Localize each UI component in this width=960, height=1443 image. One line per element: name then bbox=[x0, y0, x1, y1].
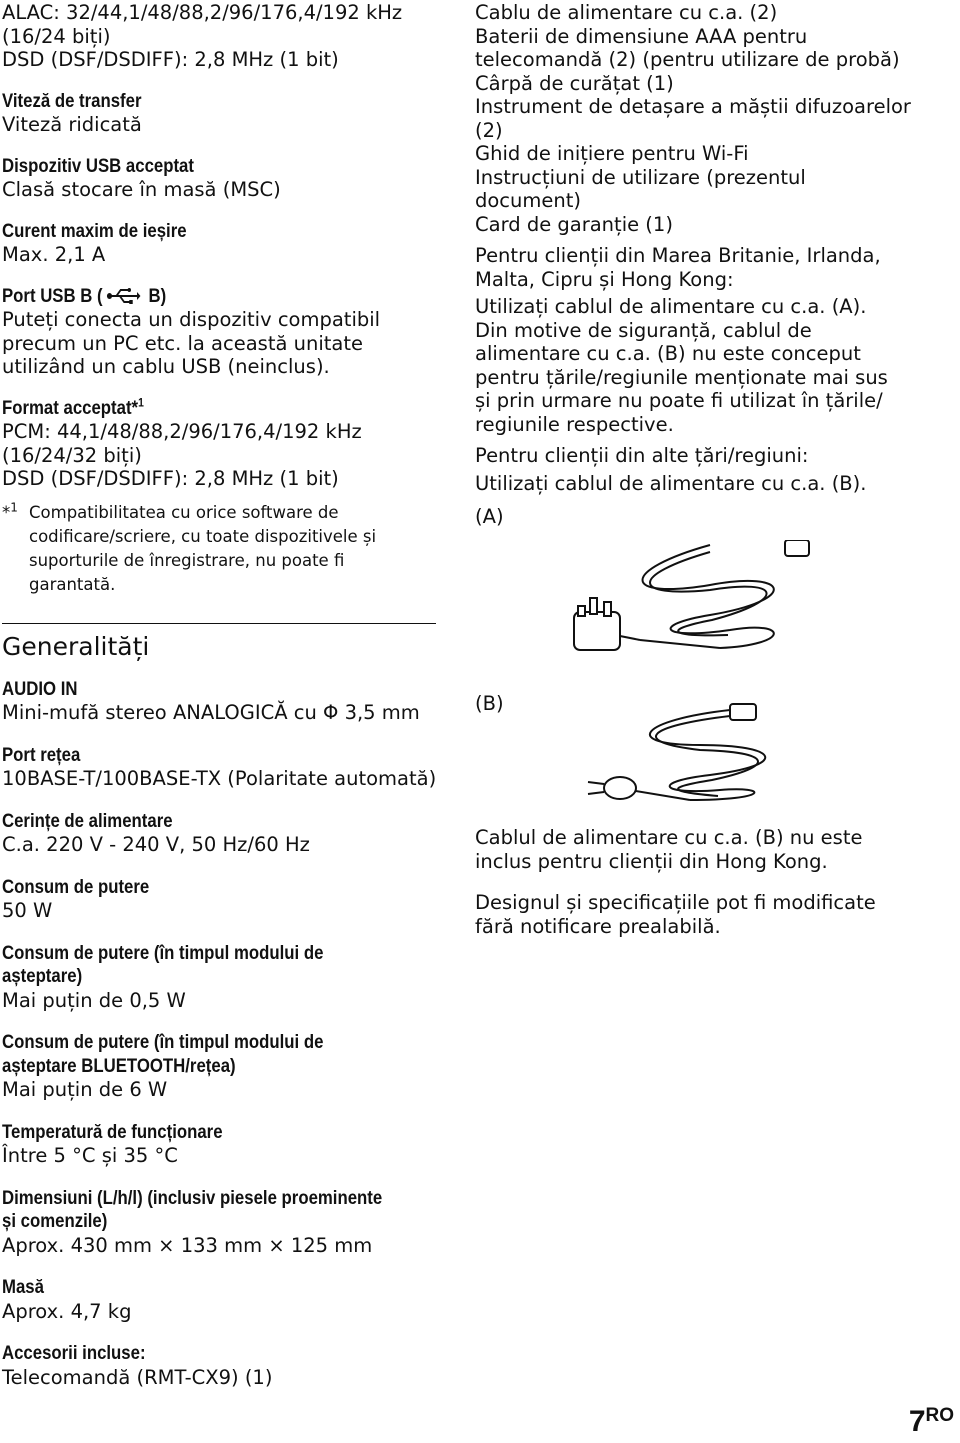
section-title: Generalități bbox=[2, 631, 150, 661]
footnote-line: codificare/scriere, cu toate dispozitivele și bbox=[29, 526, 377, 546]
intro-line: (16/24 biți) bbox=[2, 24, 111, 48]
format-line: (16/24/32 biți) bbox=[2, 443, 142, 467]
format-line: PCM: 44,1/48/88,2/96/176,4/192 kHz bbox=[2, 420, 362, 443]
page-number bbox=[909, 1405, 954, 1439]
spec-heading: Accesorii incluse: bbox=[2, 1342, 146, 1364]
footnote-line: suporturile de înregistrare, nu poate fi bbox=[29, 550, 345, 570]
spec-heading: Consum de putere (în timpul modului de bbox=[2, 941, 324, 964]
max-current-heading: Curent maxim de ieșire bbox=[2, 219, 187, 242]
section-divider bbox=[2, 623, 436, 624]
accessory-line: telecomandă (2) (pentru utilizare de probă) bbox=[475, 48, 900, 71]
page-number-value: 7 bbox=[908, 1405, 926, 1438]
accessory-line: Ghid de inițiere pentru Wi-Fi bbox=[475, 142, 749, 165]
spec-value: Aprox. 430 mm × 133 mm × 125 mm bbox=[2, 1233, 373, 1257]
intro-line: ALAC: 32/44,1/48/88,2/96/176,4/192 kHz bbox=[2, 1, 403, 24]
spec-heading: așteptare BLUETOOTH/rețea) bbox=[2, 1054, 236, 1077]
other-note: Pentru clienții din alte țări/regiuni: bbox=[475, 444, 809, 467]
hk-note-line: Cablul de alimentare cu c.a. (B) nu este bbox=[475, 826, 863, 849]
format-line: DSD (DSF/DSDIFF): 2,8 MHz (1 bit) bbox=[2, 467, 339, 490]
spec-value: Mini-mufă stereo ANALOGICĂ cu Φ 3,5 mm bbox=[2, 701, 420, 724]
other-use: Utilizați cablul de alimentare cu c.a. (B). bbox=[475, 471, 867, 495]
hk-note bbox=[475, 826, 876, 938]
left-column bbox=[2, 0, 440, 1389]
accessory-line: (2) bbox=[475, 118, 503, 142]
spec-heading: Dimensiuni (L/h/l) (inclusiv piesele proeminente bbox=[2, 1186, 383, 1209]
footnote-line: garantată. bbox=[29, 574, 116, 594]
footnote-line: Compatibilitatea cu orice software de bbox=[29, 502, 339, 522]
spec-heading: Temperatură de funcționare bbox=[2, 1120, 223, 1143]
usb-b-heading-post: B) bbox=[143, 284, 167, 307]
accessory-line: Card de garanție (1) bbox=[475, 212, 673, 236]
accessory-line: Instrument de detașare a măștii difuzoarelor bbox=[475, 95, 911, 118]
footnote-mark-star: * bbox=[2, 502, 11, 522]
spec-heading: Port rețea bbox=[2, 743, 81, 766]
transfer-value: Viteză ridicată bbox=[2, 113, 142, 136]
spec-heading: Masă bbox=[2, 1276, 44, 1298]
spec-value: Aprox. 4,7 kg bbox=[2, 1299, 132, 1323]
safety-line: Din motive de siguranță, cablul de bbox=[475, 318, 812, 342]
transfer-heading: Viteză de transfer bbox=[2, 89, 142, 112]
spec-value: 50 W bbox=[2, 899, 53, 922]
page-lang: RO bbox=[925, 1405, 954, 1426]
format-heading bbox=[2, 397, 379, 421]
footnote-mark-sup: 1 bbox=[10, 500, 18, 514]
spec-heading: și comenzile) bbox=[2, 1210, 108, 1232]
design-note-line: fără notificare prealabilă. bbox=[475, 914, 721, 938]
usb-device-value: Clasă stocare în masă (MSC) bbox=[2, 178, 281, 201]
accessory-line: document) bbox=[475, 189, 581, 212]
spec-value: Telecomandă (RMT-CX9) (1) bbox=[2, 1365, 273, 1389]
power-cable-uk-icon bbox=[560, 540, 810, 660]
general-specs bbox=[2, 678, 440, 1390]
safety-line: alimentare cu c.a. (B) nu este conceput bbox=[475, 342, 861, 365]
usb-icon bbox=[106, 288, 140, 304]
accessory-line: Instrucțiuni de utilizare (prezentul bbox=[475, 165, 806, 189]
spec-heading: Consum de putere bbox=[2, 875, 150, 898]
safety-line: și prin urmare nu poate fi utilizat în țările/ bbox=[475, 389, 883, 412]
spec-value: Între 5 °C și 35 °C bbox=[2, 1144, 178, 1167]
safety-line: regiunile respective. bbox=[475, 412, 674, 436]
hk-note-line: inclus pentru clienții din Hong Kong. bbox=[475, 849, 828, 873]
accessory-line: Baterii de dimensiune AAA pentru bbox=[475, 24, 808, 48]
usb-device-heading: Dispozitiv USB acceptat bbox=[2, 154, 194, 177]
accessories-list bbox=[475, 1, 945, 236]
usb-b-line: precum un PC etc. la această unitate bbox=[2, 331, 363, 355]
spec-value: 10BASE-T/100BASE-TX (Polaritate automată) bbox=[2, 767, 437, 790]
usb-b-heading-pre: Port USB B ( bbox=[2, 284, 103, 307]
right-column bbox=[475, 0, 945, 529]
usb-b-line: Puteți conecta un dispozitiv compatibil bbox=[2, 308, 381, 331]
uk-note-line: Malta, Cipru și Hong Kong: bbox=[475, 267, 734, 291]
design-note-line: Designul și specificațiile pot fi modificate bbox=[475, 891, 876, 914]
format-heading-text: Format acceptat* bbox=[2, 396, 139, 419]
usb-b-heading bbox=[2, 285, 379, 309]
accessory-line: Cablu de alimentare cu c.a. (2) bbox=[475, 1, 778, 24]
intro-line: DSD (DSF/DSDIFF): 2,8 MHz (1 bit) bbox=[2, 48, 339, 71]
label-b: (B) bbox=[475, 692, 504, 715]
power-cable-eu-icon bbox=[580, 700, 800, 820]
spec-heading: AUDIO IN bbox=[2, 677, 78, 700]
max-current-value: Max. 2,1 A bbox=[2, 243, 106, 266]
format-heading-sup: 1 bbox=[138, 395, 144, 409]
footnote bbox=[2, 501, 440, 597]
spec-heading: Consum de putere (în timpul modului de bbox=[2, 1031, 324, 1053]
uk-use: Utilizați cablul de alimentare cu c.a. (A). bbox=[475, 295, 867, 318]
spec-value: Mai puțin de 0,5 W bbox=[2, 988, 186, 1012]
spec-heading: așteptare) bbox=[2, 965, 83, 987]
accessory-line: Cârpă de curățat (1) bbox=[475, 71, 674, 95]
usb-b-line: utilizând un cablu USB (neinclus). bbox=[2, 355, 330, 378]
label-a: (A) bbox=[475, 505, 504, 528]
spec-heading: Cerințe de alimentare bbox=[2, 809, 173, 832]
spec-value: C.a. 220 V - 240 V, 50 Hz/60 Hz bbox=[2, 833, 310, 856]
uk-note-line: Pentru clienții din Marea Britanie, Irlanda, bbox=[475, 244, 881, 267]
spec-value: Mai puțin de 6 W bbox=[2, 1078, 168, 1101]
safety-line: pentru țările/regiunile menționate mai sus bbox=[475, 365, 888, 389]
footnote-mark bbox=[2, 501, 18, 525]
